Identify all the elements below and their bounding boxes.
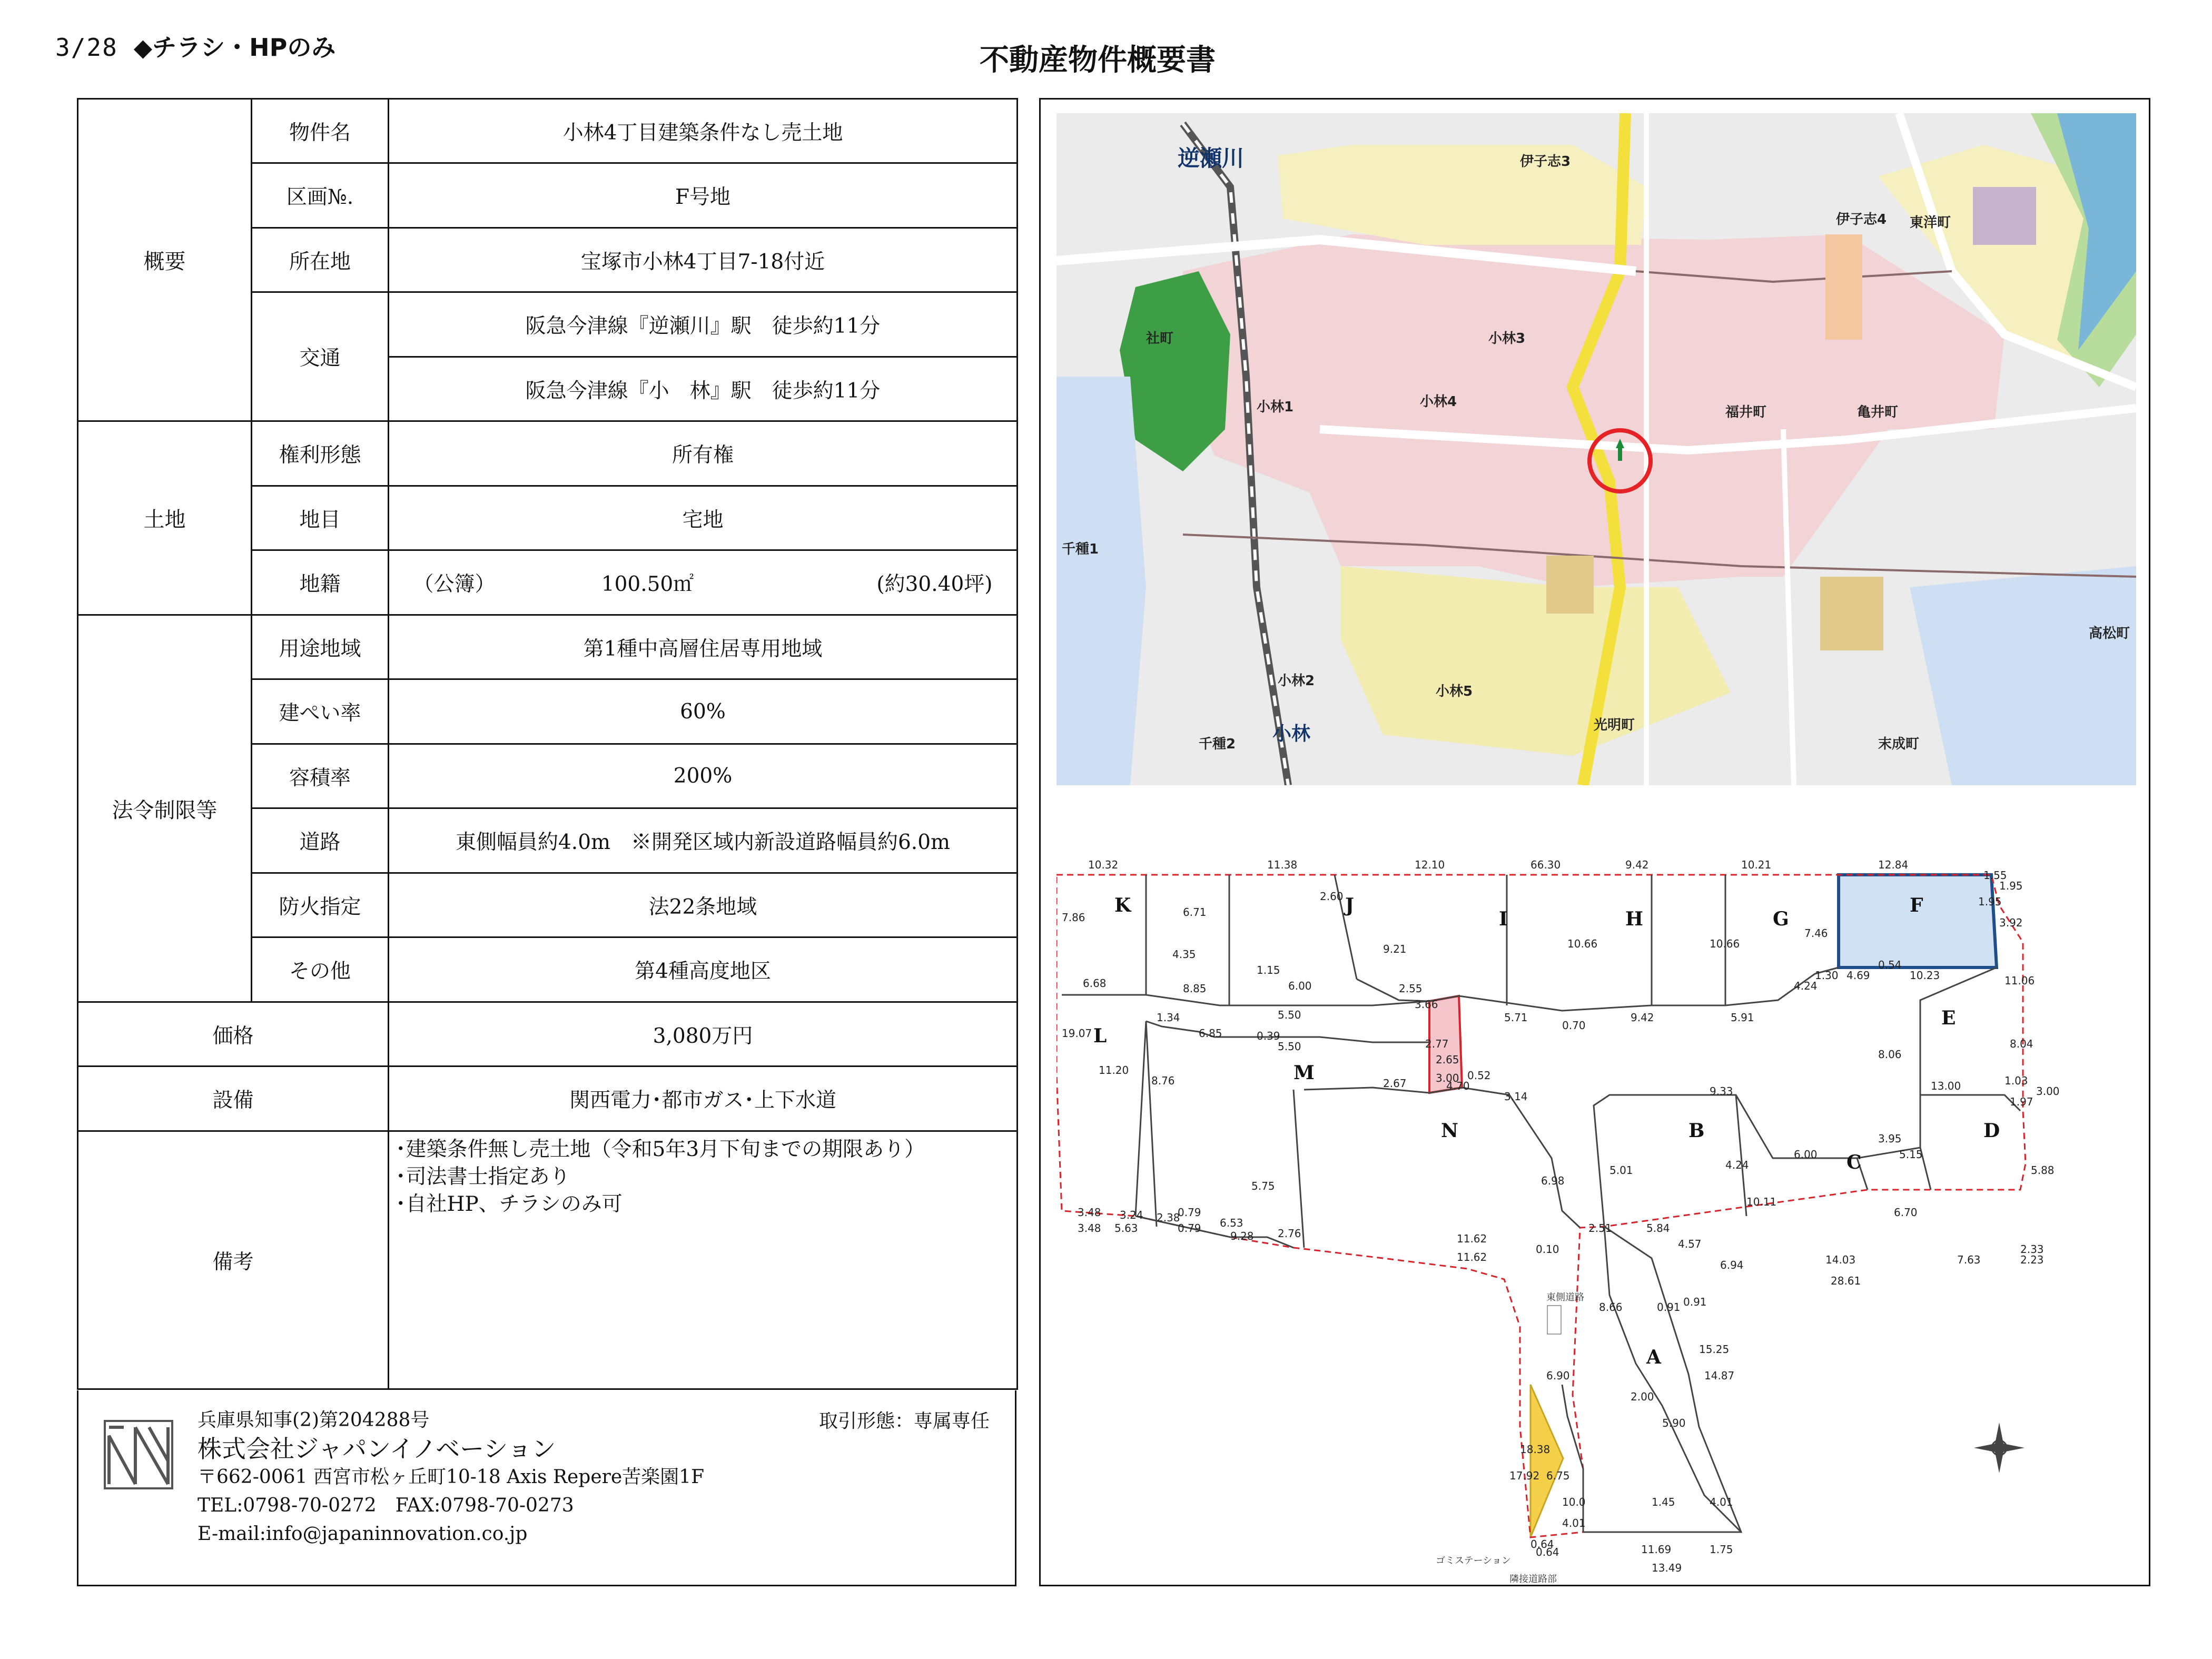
dimension-label: 4.24 xyxy=(1725,1159,1749,1171)
map-label: 末成町 xyxy=(1878,736,1920,752)
map-zone-blue xyxy=(1056,377,1146,785)
map-label: 福井町 xyxy=(1725,404,1767,420)
label-property-name: 物件名 xyxy=(252,99,389,163)
value-far: 200% xyxy=(389,744,1018,808)
dimension-label: 6.70 xyxy=(1894,1206,1918,1219)
section-land: 土地 xyxy=(78,421,252,615)
dimension-label: 2.55 xyxy=(1399,982,1423,995)
map-label: 伊子志4 xyxy=(1836,212,1887,228)
dimension-label: 10.66 xyxy=(1567,937,1598,950)
dimension-label: 12.84 xyxy=(1878,858,1909,871)
row-rights xyxy=(78,421,1018,486)
license-number: 兵庫県知事(2)第204288号 xyxy=(197,1409,430,1431)
dimension-label: 3.00 xyxy=(1436,1072,1459,1084)
label-far: 容積率 xyxy=(252,744,389,808)
page-number: 3/28 xyxy=(55,33,118,62)
value-remarks xyxy=(389,1131,1018,1389)
map-label: 千種2 xyxy=(1199,736,1236,752)
dimension-label: 5.88 xyxy=(2031,1164,2055,1177)
dimension-label: 9.28 xyxy=(1230,1230,1254,1242)
dimension-label: 3.14 xyxy=(1504,1090,1528,1103)
remark-item: ･建築条件無し売土地（令和5年3月下旬までの期限あり） xyxy=(396,1138,925,1161)
dimension-label: 3.00 xyxy=(2036,1085,2060,1098)
dimension-label: 28.61 xyxy=(1831,1275,1861,1287)
dimension-label: 3.95 xyxy=(1878,1132,1902,1145)
dimension-label: 3.48 xyxy=(1078,1222,1101,1235)
map-label: 小林2 xyxy=(1278,673,1315,689)
dimension-label: 5.90 xyxy=(1662,1417,1686,1429)
dimension-label: 9.42 xyxy=(1631,1011,1654,1024)
dimension-label: 10.11 xyxy=(1746,1196,1777,1208)
value-road: 東側幅員約4.0m ※開発区域内新設道路幅員約6.0m xyxy=(389,808,1018,873)
dimension-label: 6.00 xyxy=(1794,1148,1818,1161)
dimension-label: 5.01 xyxy=(1609,1164,1633,1177)
dimension-label: 5.50 xyxy=(1278,1009,1301,1021)
dimension-label: 1.95 xyxy=(1999,880,2023,892)
map-label: 小林 xyxy=(1272,723,1311,745)
lot-label: H xyxy=(1625,908,1644,930)
map-label: 伊子志3 xyxy=(1520,154,1571,170)
dimension-label: 11.20 xyxy=(1099,1064,1129,1077)
label-price: 価格 xyxy=(78,1002,389,1066)
remark-item: ･司法書士指定あり xyxy=(396,1165,570,1189)
row-price xyxy=(78,1002,1018,1066)
dimension-label: 10.32 xyxy=(1088,858,1119,871)
company-name: 株式会社ジャパンイノベーション xyxy=(197,1435,556,1463)
map-label: 東洋町 xyxy=(1910,215,1951,231)
dimension-label: 5.75 xyxy=(1251,1180,1275,1192)
map-label: 小林3 xyxy=(1488,331,1526,347)
dimension-label: 19.07 xyxy=(1062,1027,1092,1040)
page-header xyxy=(55,28,335,63)
location-map xyxy=(1056,113,2136,785)
dimension-label: 10.21 xyxy=(1741,858,1772,871)
deal-type: 取引形態：専属専任 xyxy=(819,1410,990,1432)
value-area xyxy=(389,550,1018,615)
value-rights: 所有権 xyxy=(389,421,1018,486)
dimension-label: 6.98 xyxy=(1541,1174,1565,1187)
dimension-label: 5.71 xyxy=(1504,1011,1528,1024)
dimension-label: 14.03 xyxy=(1825,1253,1856,1266)
dimension-label: 4.69 xyxy=(1846,969,1870,982)
dimension-label: 0.79 xyxy=(1178,1206,1201,1219)
dimension-label: 0.70 xyxy=(1562,1019,1586,1032)
dimension-label: 2.67 xyxy=(1383,1077,1407,1090)
dimension-label: 6.71 xyxy=(1183,906,1207,919)
dimension-label: 1.03 xyxy=(2004,1074,2028,1087)
lot-label: B xyxy=(1688,1120,1705,1142)
label-transport: 交通 xyxy=(252,292,389,421)
plan-note: 東側道路 xyxy=(1546,1292,1584,1303)
lot-highlight-yellow xyxy=(1530,1385,1563,1537)
label-other: その他 xyxy=(252,937,389,1002)
dimension-label: 0.10 xyxy=(1536,1243,1559,1256)
lot-label: A xyxy=(1646,1346,1661,1368)
dimension-label: 1.34 xyxy=(1157,1011,1180,1024)
lot-label: M xyxy=(1293,1062,1315,1084)
label-fire: 防火指定 xyxy=(252,873,389,937)
dimension-label: 2.38 xyxy=(1157,1211,1180,1224)
label-land-category: 地目 xyxy=(252,486,389,550)
dimension-label: 6.94 xyxy=(1720,1259,1744,1271)
property-summary-table xyxy=(77,98,1018,1390)
map-label: 光明町 xyxy=(1594,717,1635,733)
label-road: 道路 xyxy=(252,808,389,873)
dimension-label: 7.63 xyxy=(1957,1253,1981,1266)
dimension-label: 0.39 xyxy=(1257,1030,1280,1042)
dimension-label: 6.90 xyxy=(1546,1369,1570,1382)
dimension-label: 8.06 xyxy=(1878,1048,1902,1061)
dimension-label: 8.04 xyxy=(2010,1038,2033,1050)
map-label: 亀井町 xyxy=(1857,404,1899,420)
dimension-label: 8.66 xyxy=(1599,1301,1623,1314)
row-utilities xyxy=(78,1066,1018,1131)
dimension-label: 10.0 xyxy=(1562,1496,1586,1508)
dimension-label: 11.06 xyxy=(2004,974,2035,987)
dimension-label: 0.52 xyxy=(1467,1069,1491,1082)
dimension-label: 4.24 xyxy=(1794,980,1818,992)
dimension-label: 0.91 xyxy=(1657,1301,1681,1314)
lot-label: C xyxy=(1846,1151,1862,1173)
label-area: 地籍 xyxy=(252,550,389,615)
lot-f-highlight xyxy=(1839,875,1997,967)
value-price: 3,080万円 xyxy=(389,1002,1018,1066)
map-label: 小林5 xyxy=(1436,684,1473,699)
dimension-label: 9.42 xyxy=(1625,858,1649,871)
dimension-label: 2.00 xyxy=(1631,1390,1654,1403)
dimension-label: 0.91 xyxy=(1683,1296,1707,1308)
lot-label: N xyxy=(1441,1120,1458,1142)
area-size: 100.50㎡ xyxy=(601,572,694,596)
dimension-label: 3.48 xyxy=(1078,1206,1101,1219)
dimension-label: 4.01 xyxy=(1710,1496,1733,1508)
dimension-label: 15.25 xyxy=(1699,1343,1730,1356)
dimension-label: 7.86 xyxy=(1062,911,1085,924)
company-email[interactable]: E-mail:info@japaninnovation.co.jp xyxy=(197,1523,528,1545)
row-zoning xyxy=(78,615,1018,679)
dimension-label: 5.50 xyxy=(1278,1040,1301,1053)
area-note: （公簿） xyxy=(413,572,496,596)
value-fire: 法22条地域 xyxy=(389,873,1018,937)
plan-note: 隣接道路部 xyxy=(1509,1574,1557,1585)
remark-item: ･自社HP、チラシのみ可 xyxy=(396,1192,623,1216)
dimension-label: 1.97 xyxy=(2010,1095,2033,1108)
map-label: 小林1 xyxy=(1257,399,1294,415)
row-remarks xyxy=(78,1131,1018,1389)
dimension-label: 2.51 xyxy=(1588,1222,1612,1235)
dimension-label: 4.01 xyxy=(1562,1517,1586,1529)
dimension-label: 11.62 xyxy=(1457,1251,1487,1263)
dimension-label: 6.53 xyxy=(1220,1217,1243,1229)
company-logo xyxy=(104,1420,173,1489)
lot-label: G xyxy=(1773,908,1789,930)
company-footer xyxy=(77,1390,1016,1586)
dimension-label: 1.15 xyxy=(1257,964,1280,976)
map-label: 社町 xyxy=(1146,331,1174,347)
map-label: 千種1 xyxy=(1062,541,1099,557)
label-rights: 権利形態 xyxy=(252,421,389,486)
north-compass-icon xyxy=(1974,1423,2025,1473)
dimension-label: 18.38 xyxy=(1520,1443,1551,1456)
row-property-name xyxy=(78,99,1018,163)
lot-label: L xyxy=(1093,1025,1107,1047)
lot-label: J xyxy=(1345,894,1355,916)
lot-label: K xyxy=(1114,894,1131,916)
publication-tag: ◆チラシ・HPのみ xyxy=(133,33,336,62)
dimension-label: 1.45 xyxy=(1652,1496,1675,1508)
value-land-category: 宅地 xyxy=(389,486,1018,550)
dimension-label: 0.54 xyxy=(1878,959,1902,971)
dimension-label: 0.64 xyxy=(1536,1546,1559,1558)
dimension-label: 11.69 xyxy=(1641,1543,1672,1556)
dimension-label: 6.68 xyxy=(1083,977,1107,990)
document-title: 不動産物件概要書 xyxy=(980,43,1216,77)
value-utilities: 関西電力･都市ガス･上下水道 xyxy=(389,1066,1018,1131)
value-location: 宝塚市小林4丁目7-18付近 xyxy=(389,228,1018,292)
company-info xyxy=(197,1406,704,1548)
dimension-label: 1.95 xyxy=(1978,895,2002,908)
value-transport-2: 阪急今津線『小 林』駅 徒歩約11分 xyxy=(389,357,1018,421)
lot-plan-diagram xyxy=(1056,847,2136,1585)
value-property-name: 小林4丁目建築条件なし売土地 xyxy=(389,99,1018,163)
dimension-label: 3.24 xyxy=(1120,1209,1143,1221)
dimension-label: 2.23 xyxy=(2020,1253,2044,1266)
dimension-label: 3.66 xyxy=(1415,998,1438,1011)
dimension-label: 2.33 xyxy=(2020,1243,2044,1256)
dimension-label: 8.85 xyxy=(1183,982,1207,995)
label-coverage: 建ぺい率 xyxy=(252,679,389,744)
dimension-label: 11.62 xyxy=(1457,1232,1487,1245)
dimension-label: 10.66 xyxy=(1710,937,1740,950)
dimension-label: 2.65 xyxy=(1436,1053,1459,1066)
dimension-label: 10.23 xyxy=(1910,969,1940,982)
dimension-label: 6.85 xyxy=(1199,1027,1222,1040)
dimension-label: 8.76 xyxy=(1151,1074,1175,1087)
section-overview: 概要 xyxy=(78,99,252,421)
value-transport-1: 阪急今津線『逆瀬川』駅 徒歩約11分 xyxy=(389,292,1018,357)
dimension-label: 2.60 xyxy=(1320,890,1344,903)
dimension-label: 2.77 xyxy=(1425,1038,1449,1050)
lot-label: E xyxy=(1941,1007,1956,1029)
map-label: 逆瀬川 xyxy=(1178,145,1245,171)
dimension-label: 9.33 xyxy=(1710,1085,1733,1098)
value-lot-no: F号地 xyxy=(389,163,1018,228)
plan-note: ゴミステーション xyxy=(1436,1555,1511,1566)
dimension-label: 6.00 xyxy=(1288,980,1312,992)
value-other: 第4種高度地区 xyxy=(389,937,1018,1002)
dimension-label: 66.30 xyxy=(1530,858,1561,871)
value-coverage: 60% xyxy=(389,679,1018,744)
dimension-label: 1.30 xyxy=(1815,969,1839,982)
label-location: 所在地 xyxy=(252,228,389,292)
area-tsubo: (約30.40坪) xyxy=(876,572,993,596)
lot-label: I xyxy=(1499,908,1508,930)
dimension-label: 4.35 xyxy=(1172,948,1196,961)
dimension-label: 12.10 xyxy=(1415,858,1445,871)
dimension-label: 5.63 xyxy=(1114,1222,1138,1235)
dimension-label: 4.70 xyxy=(1446,1080,1470,1092)
dimension-label: 13.00 xyxy=(1931,1080,1961,1092)
dimension-label: 4.57 xyxy=(1678,1238,1702,1250)
dimension-label: 1.55 xyxy=(1983,869,2007,882)
value-zoning: 第1種中高層住居専用地域 xyxy=(389,615,1018,679)
label-zoning: 用途地域 xyxy=(252,615,389,679)
lot-label: F xyxy=(1910,894,1923,916)
lot-label: D xyxy=(1983,1120,2000,1142)
company-phone: TEL:0798-70-0272 FAX:0798-70-0273 xyxy=(197,1495,574,1516)
dimension-label: 9.21 xyxy=(1383,943,1407,955)
dimension-label: 0.64 xyxy=(1530,1538,1554,1551)
dimension-label: 6.75 xyxy=(1546,1469,1570,1482)
right-panel xyxy=(1039,98,2150,1586)
label-lot-no: 区画№. xyxy=(252,163,389,228)
company-address: 〒662-0061 西宮市松ヶ丘町10-18 Axis Repere苦楽園1F xyxy=(197,1466,705,1488)
section-legal: 法令制限等 xyxy=(78,615,252,1002)
map-label: 高松町 xyxy=(2089,626,2130,641)
dimension-label: 3.92 xyxy=(1999,916,2023,929)
plan-notes xyxy=(1436,1292,1584,1585)
dimension-label: 5.91 xyxy=(1731,1011,1754,1024)
dimension-label: 14.87 xyxy=(1704,1369,1735,1382)
dimension-label: 13.49 xyxy=(1652,1562,1682,1574)
dimension-label: 11.38 xyxy=(1267,858,1298,871)
label-utilities: 設備 xyxy=(78,1066,389,1131)
label-remarks: 備考 xyxy=(78,1131,389,1389)
dimension-label: 1.75 xyxy=(1710,1543,1733,1556)
dimension-label: 17.92 xyxy=(1509,1469,1540,1482)
dimension-label: 5.15 xyxy=(1899,1148,1923,1161)
dimension-label: 0.79 xyxy=(1178,1222,1201,1235)
dimension-label: 7.46 xyxy=(1804,927,1828,940)
map-label: 小林4 xyxy=(1420,394,1457,410)
dimension-label: 2.76 xyxy=(1278,1227,1301,1240)
dimension-label: 5.84 xyxy=(1646,1222,1670,1235)
